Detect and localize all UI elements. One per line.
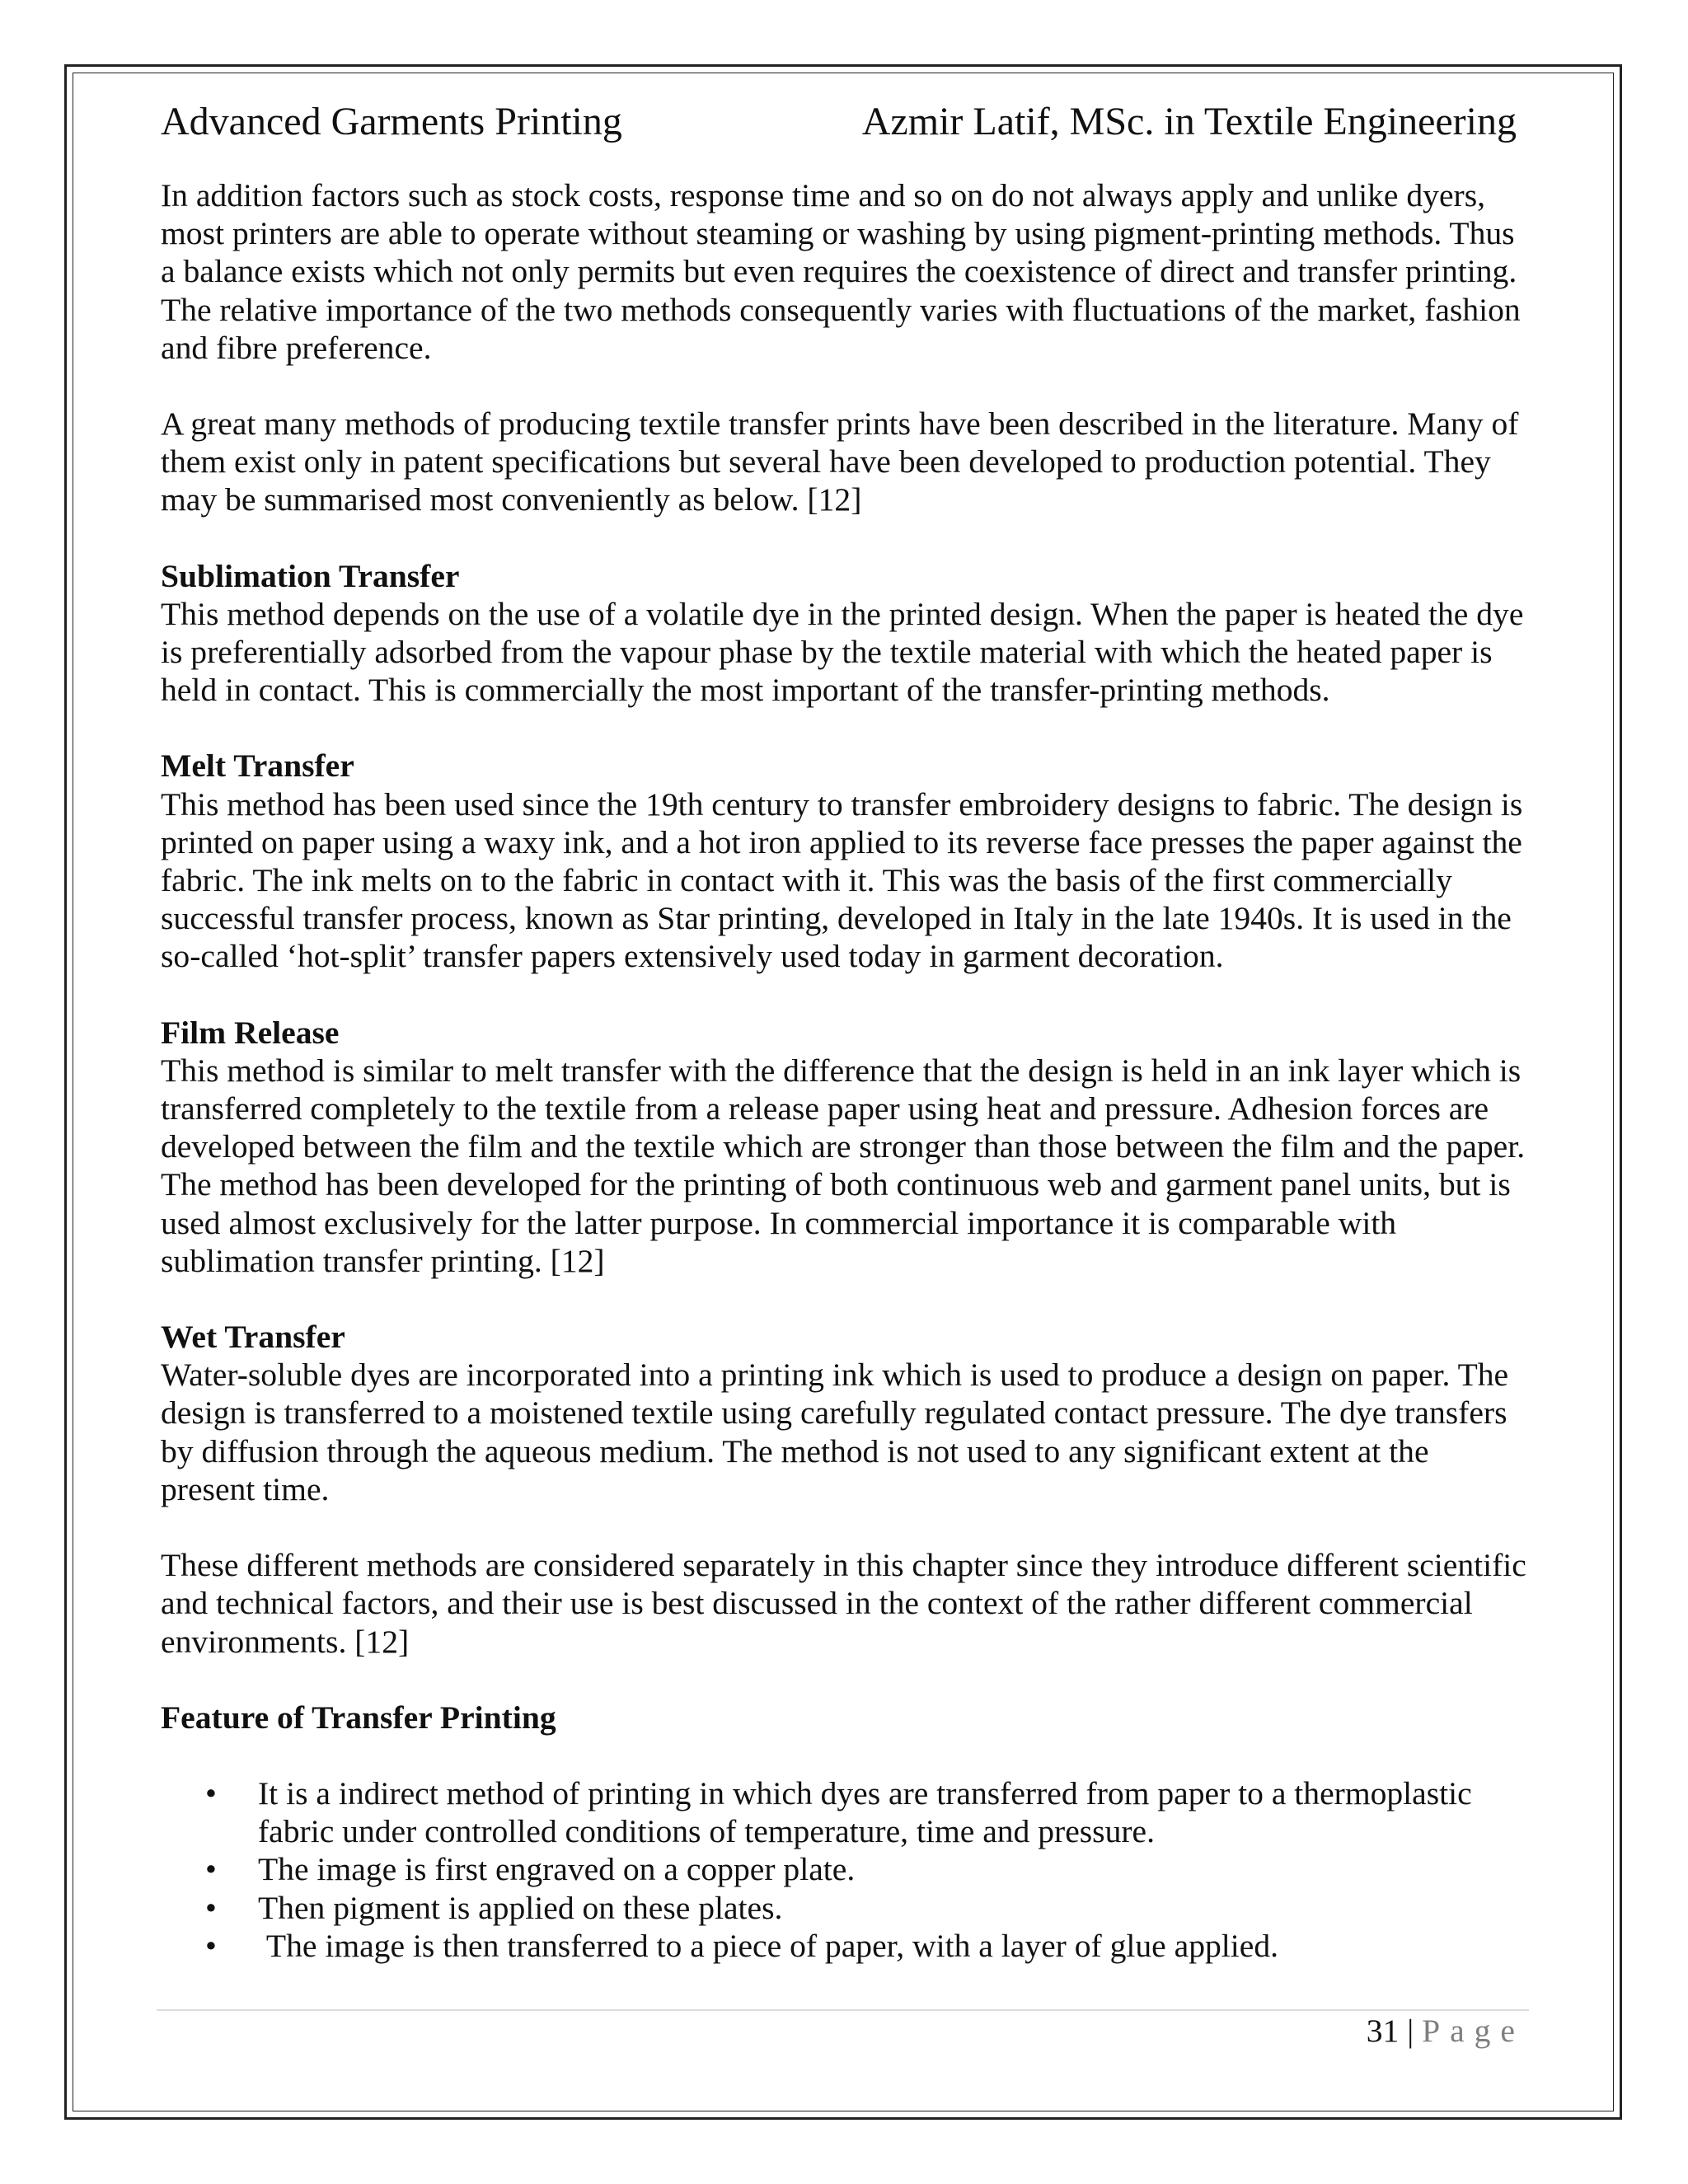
section-heading: Melt Transfer xyxy=(161,748,354,785)
list-item xyxy=(161,1850,1529,1888)
section-body: This method depends on the use of a volatile dye in the printed design. When the paper is heated the dye is preferentially adsorbed from the vapour phase by the textile material with which the heated paper is held in contact. This is commercially the most important of the transfer-printing methods. xyxy=(161,595,1524,709)
header-author: Azmir Latif, MSc. in Textile Engineering xyxy=(861,100,1517,143)
section-film-release xyxy=(161,1014,1529,1280)
features-heading: Feature of Transfer Printing xyxy=(161,1699,556,1736)
section-body: This method is similar to melt transfer with the difference that the design is held in an ink layer which is transferred completely to the textile from a release paper using heat and pressure. Adhesion forces are developed between the film and the textile which are stronger than those between the film and the paper. The method has been developed for the printing of both continuous web and garment panel units, but is used almost exclusively for the latter purpose. In commercial importance it is comparable with sublimation transfer printing. [12] xyxy=(161,1052,1526,1279)
page-header xyxy=(161,97,1517,147)
list-item-text: It is a indirect method of printing in which dyes are transferred from paper to a thermoplastic fabric under controlled conditions of temperature, time and pressure. xyxy=(258,1774,1472,1850)
paragraph-intro-2: A great many methods of producing textile transfer prints have been described in the literature. Many of them exist only in patent specifications but several have been developed to production potential. They may be summarised most conveniently as below. [12] xyxy=(161,405,1519,518)
section-heading: Sublimation Transfer xyxy=(161,557,460,594)
section-body: This method has been used since the 19th century to transfer embroidery designs to fabric. The design is printed on paper using a waxy ink, and a hot iron applied to its reverse face presses the paper against the fabric. The ink melts on to the fabric in contact with it. This was the basis of the first commercially successful transfer process, known as Star printing, developed in Italy in the late 1940s. It is used in the so-called ‘hot-split’ transfer papers extensively used today in garment decoration. xyxy=(161,785,1523,975)
paragraph-closing: These different methods are considered separately in this chapter since they introduce different scientific and technical factors, and their use is best discussed in the context of the rather different commercial environments. [12] xyxy=(161,1547,1526,1660)
page-label: Page xyxy=(1422,2013,1525,2049)
bullet-icon: • xyxy=(205,1774,217,1811)
page-number: 31 xyxy=(1366,2013,1400,2049)
bullet-icon: • xyxy=(205,1889,217,1926)
section-melt-transfer xyxy=(161,747,1529,975)
paragraph-intro-1: In addition factors such as stock costs, response time and so on do not always apply and unlike dyers, most printers are able to operate without steaming or washing by using pigment-printing methods. Thus a balance exists which not only permits but even requires the coexistence of direct and transfer printing. The relative importance of the two methods consequently varies with fluctuations of the market, fashion and fibre preference. xyxy=(161,177,1521,366)
section-body: Water-soluble dyes are incorporated into a printing ink which is used to produce a design on paper. The design is transferred to a moistened textile using carefully regulated contact pressure. The dye transfers by diffusion through the aqueous medium. The method is not used to any significant extent at the present time. xyxy=(161,1357,1509,1507)
bullet-icon: • xyxy=(205,1851,217,1888)
list-item xyxy=(161,1889,1529,1927)
list-item-text: The image is then transferred to a piece of paper, with a layer of glue applied. xyxy=(258,1927,1279,1964)
header-book-title: Advanced Garments Printing xyxy=(161,100,622,143)
section-wet-transfer xyxy=(161,1318,1529,1508)
list-item xyxy=(161,1774,1529,1850)
features-list xyxy=(161,1774,1529,1965)
footer-divider xyxy=(157,2009,1529,2011)
list-item xyxy=(161,1927,1529,1965)
page-content xyxy=(161,176,1529,1965)
section-heading: Wet Transfer xyxy=(161,1319,345,1356)
page-footer xyxy=(1367,2011,1525,2050)
section-heading: Film Release xyxy=(161,1014,340,1051)
bullet-icon: • xyxy=(205,1927,217,1964)
list-item-text: The image is first engraved on a copper plate. xyxy=(258,1851,856,1888)
footer-separator: | xyxy=(1407,2013,1414,2049)
list-item-text: Then pigment is applied on these plates. xyxy=(258,1889,783,1926)
section-sublimation-transfer xyxy=(161,557,1529,710)
